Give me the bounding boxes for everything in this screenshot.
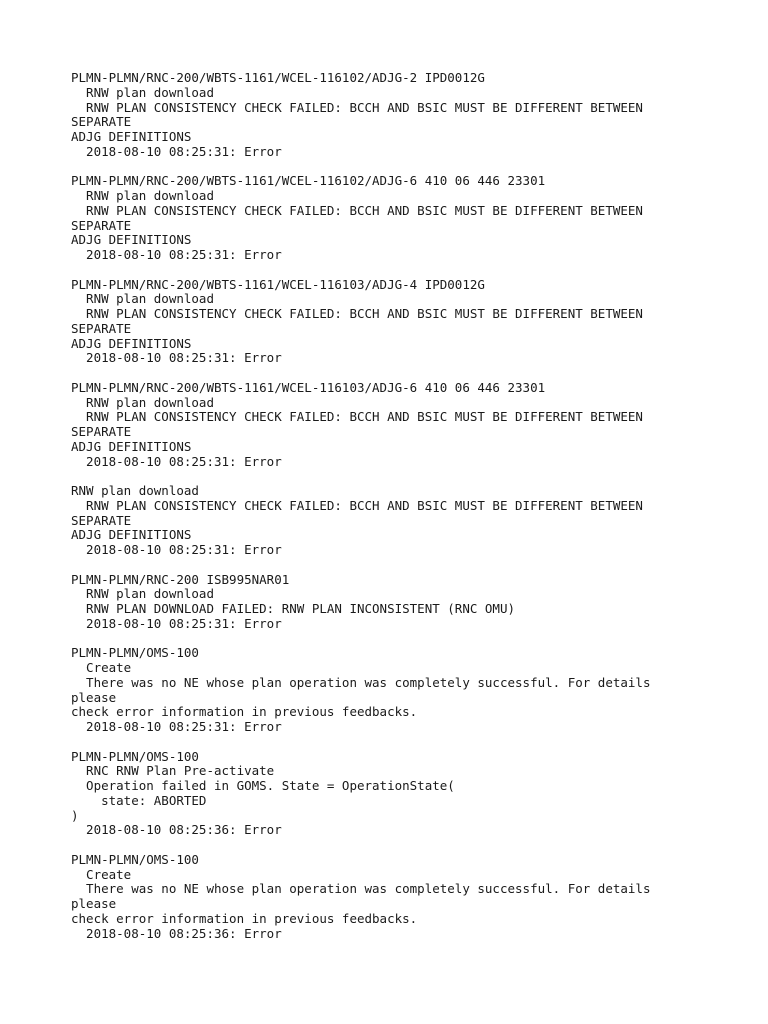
log-line: check error information in previous feedbacks. (71, 910, 418, 926)
log-line: PLMN-PLMN/OMS-100 (71, 645, 199, 661)
log-line: check error information in previous feedbacks. (71, 704, 418, 720)
log-entry (71, 71, 761, 160)
log-line: 2018-08-10 08:25:31: Error (71, 615, 282, 631)
log-line: RNW plan download (71, 291, 214, 307)
log-line: Create (71, 866, 132, 882)
log-line: Create (71, 660, 132, 675)
log-entry (71, 381, 761, 470)
log-line: 2018-08-10 08:25:31: Error (71, 143, 282, 159)
log-line: 2018-08-10 08:25:31: Error (71, 719, 282, 734)
log-line: RNW PLAN CONSISTENCY CHECK FAILED: BCCH AND BSIC MUST BE DIFFERENT BETWEEN (71, 202, 643, 218)
log-entry (71, 484, 761, 558)
log-line: RNC RNW Plan Pre-activate (71, 763, 275, 779)
log-line: PLMN-PLMN/RNC-200 ISB995NAR01 (71, 571, 290, 587)
log-line: RNW PLAN CONSISTENCY CHECK FAILED: BCCH AND BSIC MUST BE DIFFERENT BETWEEN (71, 99, 643, 115)
log-entry (71, 750, 761, 839)
log-line: SEPARATE (71, 424, 132, 439)
log-line: PLMN-PLMN/RNC-200/WBTS-1161/WCEL-116103/ADJG-6 410 06 446 23301 (71, 379, 546, 395)
log-output (71, 71, 761, 956)
log-line: There was no NE whose plan operation was completely successful. For details (71, 674, 651, 690)
log-line: PLMN-PLMN/OMS-100 (71, 851, 199, 867)
log-line: PLMN-PLMN/RNC-200/WBTS-1161/WCEL-116102/ADJG-6 410 06 446 23301 (71, 173, 546, 189)
log-line: ADJG DEFINITIONS (71, 438, 192, 454)
log-line: ADJG DEFINITIONS (71, 129, 192, 144)
log-line: There was no NE whose plan operation was completely successful. For details (71, 881, 651, 897)
log-entry (71, 853, 761, 942)
log-line: RNW PLAN CONSISTENCY CHECK FAILED: BCCH AND BSIC MUST BE DIFFERENT BETWEEN (71, 497, 643, 513)
log-line: 2018-08-10 08:25:36: Error (71, 925, 282, 941)
log-line: RNW plan download (71, 84, 214, 100)
log-line: PLMN-PLMN/OMS-100 (71, 748, 199, 764)
log-line: 2018-08-10 08:25:31: Error (71, 350, 282, 366)
log-line: 2018-08-10 08:25:31: Error (71, 453, 282, 469)
log-line: please (71, 689, 117, 705)
log-line: RNW plan download (71, 483, 199, 498)
log-entry (71, 278, 761, 367)
log-line: ADJG DEFINITIONS (71, 527, 192, 543)
log-line: SEPARATE (71, 217, 132, 233)
log-line: 2018-08-10 08:25:31: Error (71, 542, 282, 557)
log-line: RNW plan download (71, 586, 214, 602)
log-line: RNW PLAN CONSISTENCY CHECK FAILED: BCCH AND BSIC MUST BE DIFFERENT BETWEEN (71, 409, 643, 425)
log-line: please (71, 896, 117, 911)
log-line: PLMN-PLMN/RNC-200/WBTS-1161/WCEL-116102/ADJG-2 IPD0012G (71, 70, 485, 85)
log-line: RNW plan download (71, 188, 214, 203)
log-line: state: ABORTED (71, 792, 207, 808)
log-entry (71, 646, 761, 735)
log-entry (71, 174, 761, 263)
log-line: ADJG DEFINITIONS (71, 335, 192, 351)
log-line: SEPARATE (71, 114, 132, 130)
log-line: SEPARATE (71, 512, 132, 528)
log-line: RNW PLAN CONSISTENCY CHECK FAILED: BCCH AND BSIC MUST BE DIFFERENT BETWEEN (71, 306, 643, 321)
log-line: Operation failed in GOMS. State = OperationState( (71, 778, 455, 793)
log-line: ) (71, 807, 79, 823)
log-line: RNW plan download (71, 394, 214, 410)
log-line: ADJG DEFINITIONS (71, 232, 192, 248)
log-line: 2018-08-10 08:25:31: Error (71, 247, 282, 262)
log-line: SEPARATE (71, 320, 132, 336)
log-line: 2018-08-10 08:25:36: Error (71, 822, 282, 838)
log-line: PLMN-PLMN/RNC-200/WBTS-1161/WCEL-116103/ADJG-4 IPD0012G (71, 276, 485, 292)
log-line: RNW PLAN DOWNLOAD FAILED: RNW PLAN INCONSISTENT (RNC OMU) (71, 601, 516, 616)
log-entry (71, 573, 761, 632)
